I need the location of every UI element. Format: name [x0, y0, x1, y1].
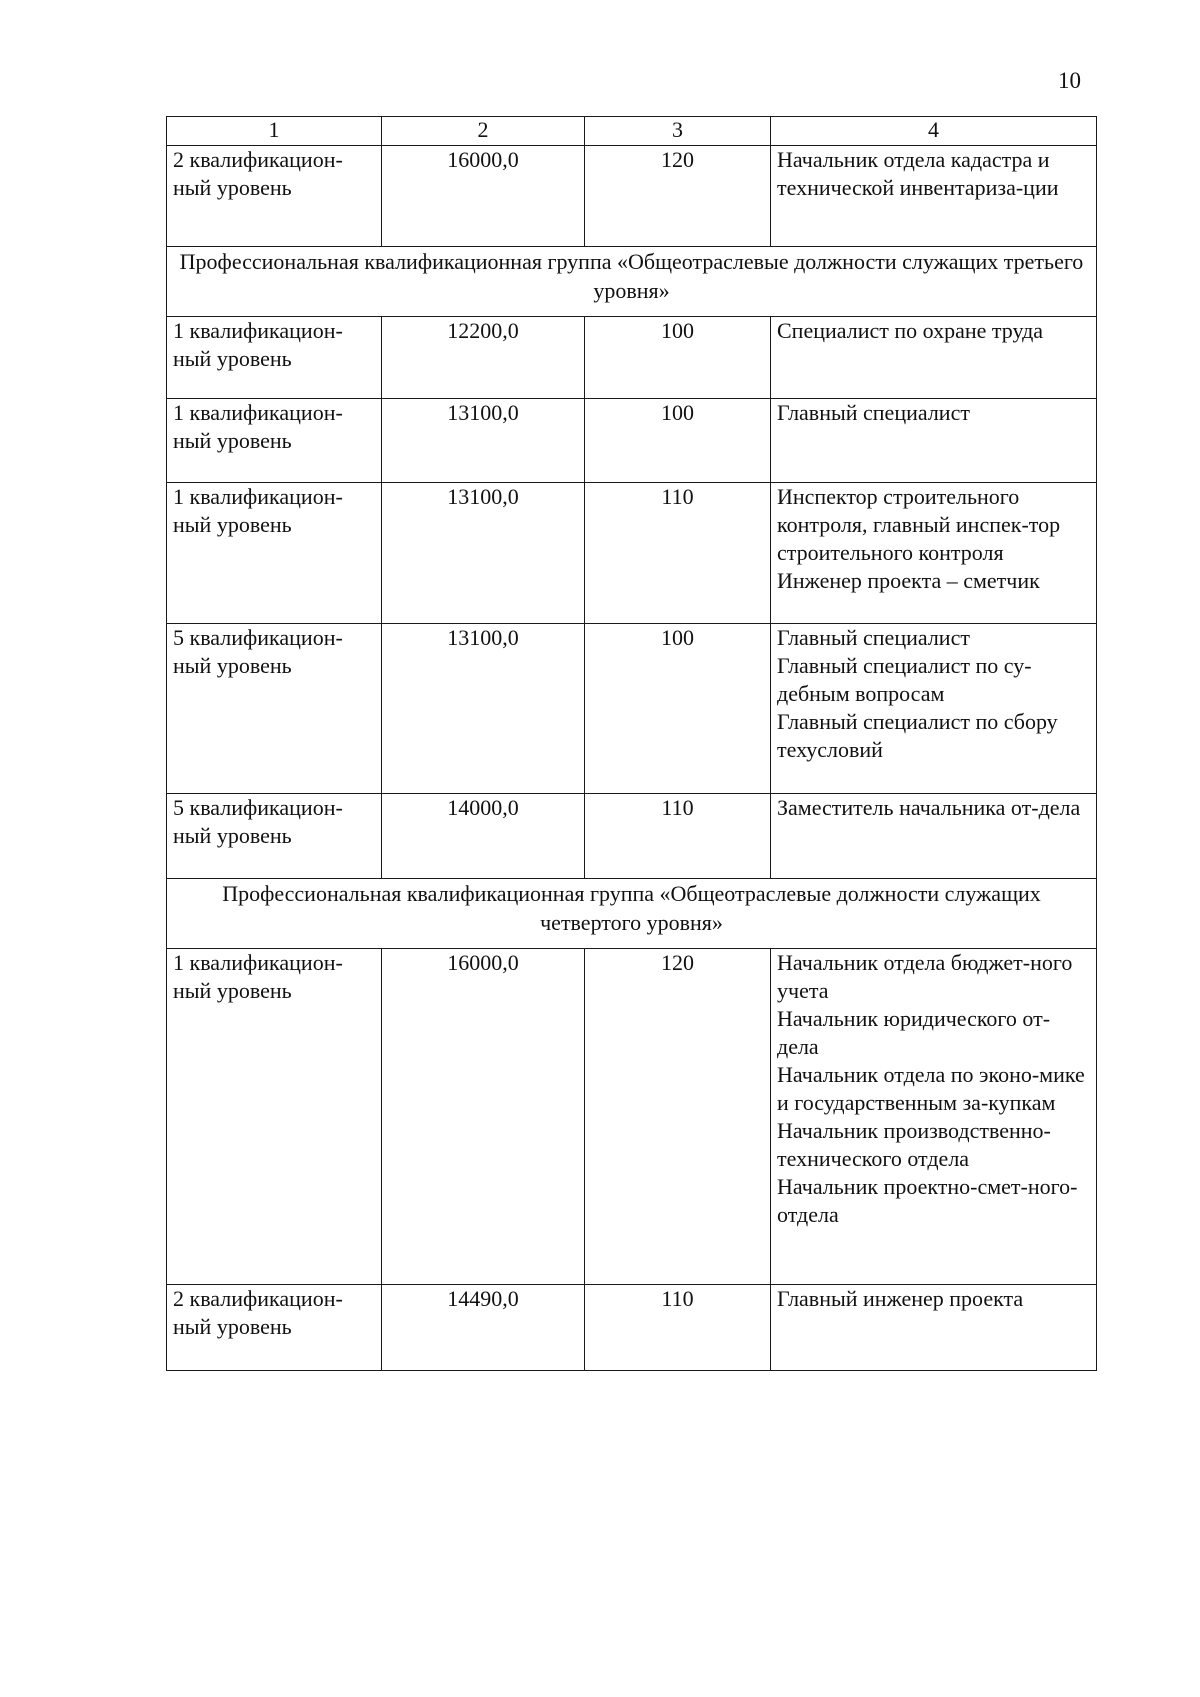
position-text: Начальник отдела кадастра и технической инвентариза-ции [777, 147, 1059, 200]
table-row [167, 317, 1097, 399]
salary-cell: 13100,0 [382, 483, 585, 624]
level-line: 2 квалификацион- [173, 1286, 343, 1311]
column-header: 2 [382, 117, 585, 146]
position-text: Главный специалист по сбору техусловий [777, 709, 1058, 762]
ratio-cell: 110 [585, 1285, 771, 1371]
level-cell [167, 317, 382, 399]
table-row [167, 949, 1097, 1285]
position-text: Главный инженер проекта [777, 1286, 1024, 1311]
level-line: 5 квалификацион- [173, 625, 343, 650]
salary-table [166, 116, 1097, 1371]
salary-cell: 13100,0 [382, 399, 585, 483]
ratio-cell: 110 [585, 794, 771, 879]
group-title-row [167, 247, 1097, 317]
level-line: ный уровень [173, 1314, 292, 1339]
level-line: ный уровень [173, 175, 292, 200]
positions-cell [771, 794, 1097, 879]
position-text: Начальник отдела бюджет-ного учета [777, 950, 1073, 1003]
level-line: ный уровень [173, 823, 292, 848]
level-line: 1 квалификацион- [173, 484, 343, 509]
position-text: Начальник отдела по эконо-мике и государственным за-купкам [777, 1062, 1085, 1115]
level-line: ный уровень [173, 346, 292, 371]
table-row [167, 794, 1097, 879]
salary-cell: 13100,0 [382, 624, 585, 794]
ratio-cell: 120 [585, 949, 771, 1285]
level-line: ный уровень [173, 512, 292, 537]
positions-cell [771, 317, 1097, 399]
positions-cell [771, 949, 1097, 1285]
level-cell [167, 1285, 382, 1371]
salary-cell: 16000,0 [382, 146, 585, 247]
group-title: Профессиональная квалификационная группа «Общеотраслевые должности служащих третьего уровня» [167, 247, 1097, 317]
level-cell [167, 399, 382, 483]
position-text: Инженер проекта – сметчик [777, 568, 1040, 593]
table-row [167, 399, 1097, 483]
positions-cell [771, 146, 1097, 247]
ratio-cell: 100 [585, 399, 771, 483]
level-line: ный уровень [173, 653, 292, 678]
level-cell [167, 146, 382, 247]
salary-cell: 14490,0 [382, 1285, 585, 1371]
level-line: 1 квалификацион- [173, 400, 343, 425]
table-row [167, 146, 1097, 247]
group-title: Профессиональная квалификационная группа «Общеотраслевые должности служащих четвертого уровня» [167, 879, 1097, 949]
table-row [167, 624, 1097, 794]
ratio-cell: 110 [585, 483, 771, 624]
positions-cell [771, 1285, 1097, 1371]
level-cell [167, 624, 382, 794]
position-text: Начальник производственно-технического отдела [777, 1118, 1051, 1171]
level-line: 1 квалификацион- [173, 950, 343, 975]
position-text: Заместитель начальника от-дела [777, 795, 1081, 820]
ratio-cell: 100 [585, 317, 771, 399]
group-title-row [167, 879, 1097, 949]
level-cell [167, 949, 382, 1285]
position-text: Главный специалист [777, 400, 970, 425]
table-header-row [167, 117, 1097, 146]
level-line: 2 квалификацион- [173, 147, 343, 172]
ratio-cell: 100 [585, 624, 771, 794]
salary-cell: 16000,0 [382, 949, 585, 1285]
page-number: 10 [1058, 68, 1081, 93]
column-header: 1 [167, 117, 382, 146]
level-cell [167, 483, 382, 624]
position-text: Специалист по охране труда [777, 318, 1044, 343]
column-header: 3 [585, 117, 771, 146]
position-text: Главный специалист по су-дебным вопросам [777, 653, 1032, 706]
level-line: 5 квалификацион- [173, 795, 343, 820]
positions-cell [771, 624, 1097, 794]
level-line: ный уровень [173, 978, 292, 1003]
position-text: Начальник юридического от-дела [777, 1006, 1051, 1059]
position-text: Инспектор строительного контроля, главный инспек-тор строительного контроля [777, 484, 1061, 565]
level-cell [167, 794, 382, 879]
position-text: Главный специалист [777, 625, 970, 650]
column-header: 4 [771, 117, 1097, 146]
positions-cell [771, 399, 1097, 483]
positions-cell [771, 483, 1097, 624]
ratio-cell: 120 [585, 146, 771, 247]
table-row [167, 1285, 1097, 1371]
position-text: Начальник проектно-смет-ного-отдела [777, 1174, 1078, 1227]
level-line: 1 квалификацион- [173, 318, 343, 343]
salary-cell: 12200,0 [382, 317, 585, 399]
level-line: ный уровень [173, 428, 292, 453]
salary-cell: 14000,0 [382, 794, 585, 879]
table-row [167, 483, 1097, 624]
